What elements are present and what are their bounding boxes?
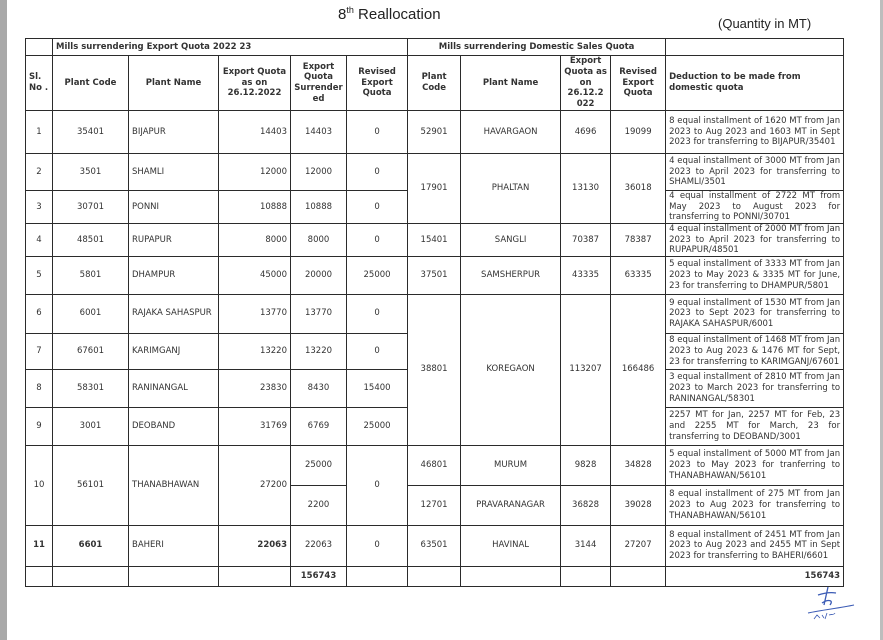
- cell-dom-code: 17901: [408, 154, 461, 224]
- cell-dom-code: 46801: [408, 445, 461, 485]
- cell-surrendered: 14403: [291, 111, 347, 154]
- cell-surrendered: 2200: [291, 485, 347, 525]
- cell-plant-name: DHAMPUR: [129, 256, 219, 294]
- cell-dom-quota: 4696: [561, 111, 611, 154]
- cell-empty: [53, 566, 129, 586]
- col-plant-code: Plant Code: [53, 56, 129, 111]
- col-sl-no: Sl. No .: [26, 56, 53, 111]
- cell-export-quota: 23830: [219, 369, 291, 407]
- cell-dom-code: 38801: [408, 294, 461, 445]
- group-header-blank-right: [666, 39, 844, 56]
- cell-plant-name: RUPAPUR: [129, 223, 219, 256]
- cell-empty: [408, 566, 461, 586]
- cell-sl: 3: [26, 191, 53, 224]
- cell-deduction: 9 equal installment of 1530 MT from Jan 2023 to Sept 2023 for transferring to RAJAKA SAHASPUR/6001: [666, 294, 844, 333]
- table-row: [26, 525, 844, 566]
- cell-revised: 0: [347, 294, 408, 333]
- cell-sl: 2: [26, 154, 53, 191]
- col-export-surrendered: Export Quota Surrender ed: [291, 56, 347, 111]
- cell-export-quota: 45000: [219, 256, 291, 294]
- cell-sl: 7: [26, 333, 53, 369]
- cell-plant-name: BIJAPUR: [129, 111, 219, 154]
- cell-plant-code: 30701: [53, 191, 129, 224]
- cell-revised: 0: [347, 154, 408, 191]
- cell-deduction: 4 equal installment of 2000 MT from Jan 2023 to April 2023 for transferring to RUPAPUR/48501: [666, 223, 844, 256]
- totals-row: [26, 566, 844, 586]
- cell-deduction: 5 equal installment of 5000 MT from Jan 2023 to May 2023 for tranferring to THANABHAWAN/56101: [666, 445, 844, 485]
- cell-empty: [129, 566, 219, 586]
- cell-dom-quota: 36828: [561, 485, 611, 525]
- cell-dom-quota: 70387: [561, 223, 611, 256]
- cell-empty: [461, 566, 561, 586]
- cell-dom-revised: 166486: [611, 294, 666, 445]
- cell-plant-code: 5801: [53, 256, 129, 294]
- table-row: [26, 294, 844, 333]
- cell-export-quota: 12000: [219, 154, 291, 191]
- cell-sl: 1: [26, 111, 53, 154]
- cell-plant-name: BAHERI: [129, 525, 219, 566]
- scan-edge-left: [0, 0, 7, 640]
- table-row: [26, 223, 844, 256]
- cell-sl: 6: [26, 294, 53, 333]
- cell-plant-name: DEOBAND: [129, 407, 219, 445]
- cell-surrendered: 6769: [291, 407, 347, 445]
- cell-empty: [561, 566, 611, 586]
- cell-dom-quota: 113207: [561, 294, 611, 445]
- cell-revised: 25000: [347, 256, 408, 294]
- group-header-domestic: Mills surrendering Domestic Sales Quota: [408, 39, 666, 56]
- cell-revised: 0: [347, 525, 408, 566]
- cell-export-quota: 14403: [219, 111, 291, 154]
- cell-sl: 4: [26, 223, 53, 256]
- cell-deduction: 8 equal installment of 1468 MT from Jan 2023 to Aug 2023 & 1476 MT for Sept, 23 for transferring to KARIMGANJ/67601: [666, 333, 844, 369]
- total-surrendered: 156743: [291, 566, 347, 586]
- cell-export-quota: 22063: [219, 525, 291, 566]
- cell-dom-revised: 19099: [611, 111, 666, 154]
- cell-dom-revised: 78387: [611, 223, 666, 256]
- cell-surrendered: 12000: [291, 154, 347, 191]
- column-header-row: [26, 56, 844, 111]
- total-deduction: 156743: [666, 566, 844, 586]
- cell-surrendered: 22063: [291, 525, 347, 566]
- cell-plant-code: 3501: [53, 154, 129, 191]
- cell-empty: [26, 566, 53, 586]
- cell-surrendered: 25000: [291, 445, 347, 485]
- cell-export-quota: 13220: [219, 333, 291, 369]
- cell-deduction: 8 equal installment of 275 MT from Jan 2023 to Aug 2023 for transferring to THANABHAWAN/56101: [666, 485, 844, 525]
- cell-plant-name: KARIMGANJ: [129, 333, 219, 369]
- cell-deduction: 4 equal installment of 3000 MT from Jan 2023 to April 2023 for transferring to SHAMLI/3501: [666, 154, 844, 191]
- cell-sl: 10: [26, 445, 53, 525]
- col-export-quota: Export Quota as on 26.12.2022: [219, 56, 291, 111]
- col-dom-plant-code: Plant Code: [408, 56, 461, 111]
- cell-surrendered: 8430: [291, 369, 347, 407]
- cell-empty: [219, 566, 291, 586]
- signature-icon: [800, 583, 860, 623]
- cell-dom-code: 12701: [408, 485, 461, 525]
- cell-empty: [347, 566, 408, 586]
- cell-plant-code: 56101: [53, 445, 129, 525]
- cell-deduction: 3 equal installment of 2810 MT from Jan 2023 to March 2023 for transferring to RANINANGAL/58301: [666, 369, 844, 407]
- group-header-blank: [26, 39, 53, 56]
- cell-deduction: 8 equal installment of 1620 MT from Jan 2023 to Aug 2023 and 1603 MT in Sept 2023 for transferring to BIJAPUR/35401: [666, 111, 844, 154]
- cell-plant-name: PONNI: [129, 191, 219, 224]
- table-row: [26, 445, 844, 485]
- table-row: [26, 111, 844, 154]
- cell-dom-revised: 63335: [611, 256, 666, 294]
- col-dom-plant-name: Plant Name: [461, 56, 561, 111]
- cell-revised: 0: [347, 333, 408, 369]
- cell-dom-quota: 9828: [561, 445, 611, 485]
- cell-plant-code: 58301: [53, 369, 129, 407]
- cell-dom-name: PHALTAN: [461, 154, 561, 224]
- col-plant-name: Plant Name: [129, 56, 219, 111]
- cell-sl: 9: [26, 407, 53, 445]
- cell-revised: 0: [347, 445, 408, 525]
- cell-revised: 25000: [347, 407, 408, 445]
- cell-dom-name: HAVINAL: [461, 525, 561, 566]
- cell-plant-code: 3001: [53, 407, 129, 445]
- cell-plant-name: RAJAKA SAHASPUR: [129, 294, 219, 333]
- cell-deduction: 5 equal installment of 3333 MT from Jan 2023 to May 2023 & 3335 MT for June, 23 for transferring to DHAMPUR/5801: [666, 256, 844, 294]
- cell-dom-quota: 13130: [561, 154, 611, 224]
- cell-export-quota: 8000: [219, 223, 291, 256]
- cell-dom-name: MURUM: [461, 445, 561, 485]
- cell-dom-name: KOREGAON: [461, 294, 561, 445]
- title-superscript: th: [346, 5, 354, 15]
- title-text: Reallocation: [353, 6, 441, 23]
- cell-deduction: 4 equal installment of 2722 MT from May 2023 to August 2023 for transferring to PONNI/30701: [666, 191, 844, 224]
- cell-sl: 11: [26, 525, 53, 566]
- cell-dom-name: PRAVARANAGAR: [461, 485, 561, 525]
- cell-surrendered: 8000: [291, 223, 347, 256]
- cell-revised: 0: [347, 223, 408, 256]
- cell-dom-name: SANGLI: [461, 223, 561, 256]
- page-title: [338, 5, 441, 23]
- cell-dom-code: 52901: [408, 111, 461, 154]
- group-header-row: [26, 39, 844, 56]
- col-revised-export: Revised Export Quota: [347, 56, 408, 111]
- cell-sl: 8: [26, 369, 53, 407]
- cell-dom-code: 37501: [408, 256, 461, 294]
- cell-dom-quota: 3144: [561, 525, 611, 566]
- cell-sl: 5: [26, 256, 53, 294]
- col-deduction: Deduction to be made from domestic quota: [666, 56, 844, 111]
- cell-dom-quota: 43335: [561, 256, 611, 294]
- cell-dom-name: HAVARGAON: [461, 111, 561, 154]
- cell-deduction: 2257 MT for Jan, 2257 MT for Feb, 23 and 2255 MT for March, 23 for transferring to DEOBAND/3001: [666, 407, 844, 445]
- cell-plant-name: RANINANGAL: [129, 369, 219, 407]
- cell-plant-code: 6001: [53, 294, 129, 333]
- cell-deduction: 8 equal installment of 2451 MT from Jan 2023 to Aug 2023 and 2455 MT in Sept 2023 for transferring to BAHERI/6601: [666, 525, 844, 566]
- cell-export-quota: 10888: [219, 191, 291, 224]
- reallocation-table: [25, 38, 844, 587]
- cell-dom-revised: 39028: [611, 485, 666, 525]
- cell-surrendered: 10888: [291, 191, 347, 224]
- cell-revised: 0: [347, 111, 408, 154]
- units-note: (Quantity in MT): [718, 16, 812, 31]
- table-row: [26, 154, 844, 191]
- cell-plant-code: 48501: [53, 223, 129, 256]
- col-dom-revised-export: Revised Export Quota: [611, 56, 666, 111]
- cell-dom-name: SAMSHERPUR: [461, 256, 561, 294]
- cell-dom-code: 63501: [408, 525, 461, 566]
- cell-surrendered: 13220: [291, 333, 347, 369]
- group-header-export: Mills surrendering Export Quota 2022 23: [53, 39, 408, 56]
- cell-surrendered: 13770: [291, 294, 347, 333]
- cell-revised: 15400: [347, 369, 408, 407]
- cell-plant-name: SHAMLI: [129, 154, 219, 191]
- cell-plant-code: 6601: [53, 525, 129, 566]
- cell-revised: 0: [347, 191, 408, 224]
- cell-export-quota: 13770: [219, 294, 291, 333]
- cell-dom-code: 15401: [408, 223, 461, 256]
- table-row: [26, 256, 844, 294]
- cell-export-quota: 31769: [219, 407, 291, 445]
- cell-dom-revised: 27207: [611, 525, 666, 566]
- title-number: 8: [338, 6, 347, 23]
- cell-export-quota: 27200: [219, 445, 291, 525]
- col-dom-export-quota: Export Quota as on 26.12.2 022: [561, 56, 611, 111]
- cell-plant-name: THANABHAWAN: [129, 445, 219, 525]
- cell-dom-revised: 34828: [611, 445, 666, 485]
- cell-empty: [611, 566, 666, 586]
- cell-surrendered: 20000: [291, 256, 347, 294]
- cell-plant-code: 35401: [53, 111, 129, 154]
- cell-dom-revised: 36018: [611, 154, 666, 224]
- cell-plant-code: 67601: [53, 333, 129, 369]
